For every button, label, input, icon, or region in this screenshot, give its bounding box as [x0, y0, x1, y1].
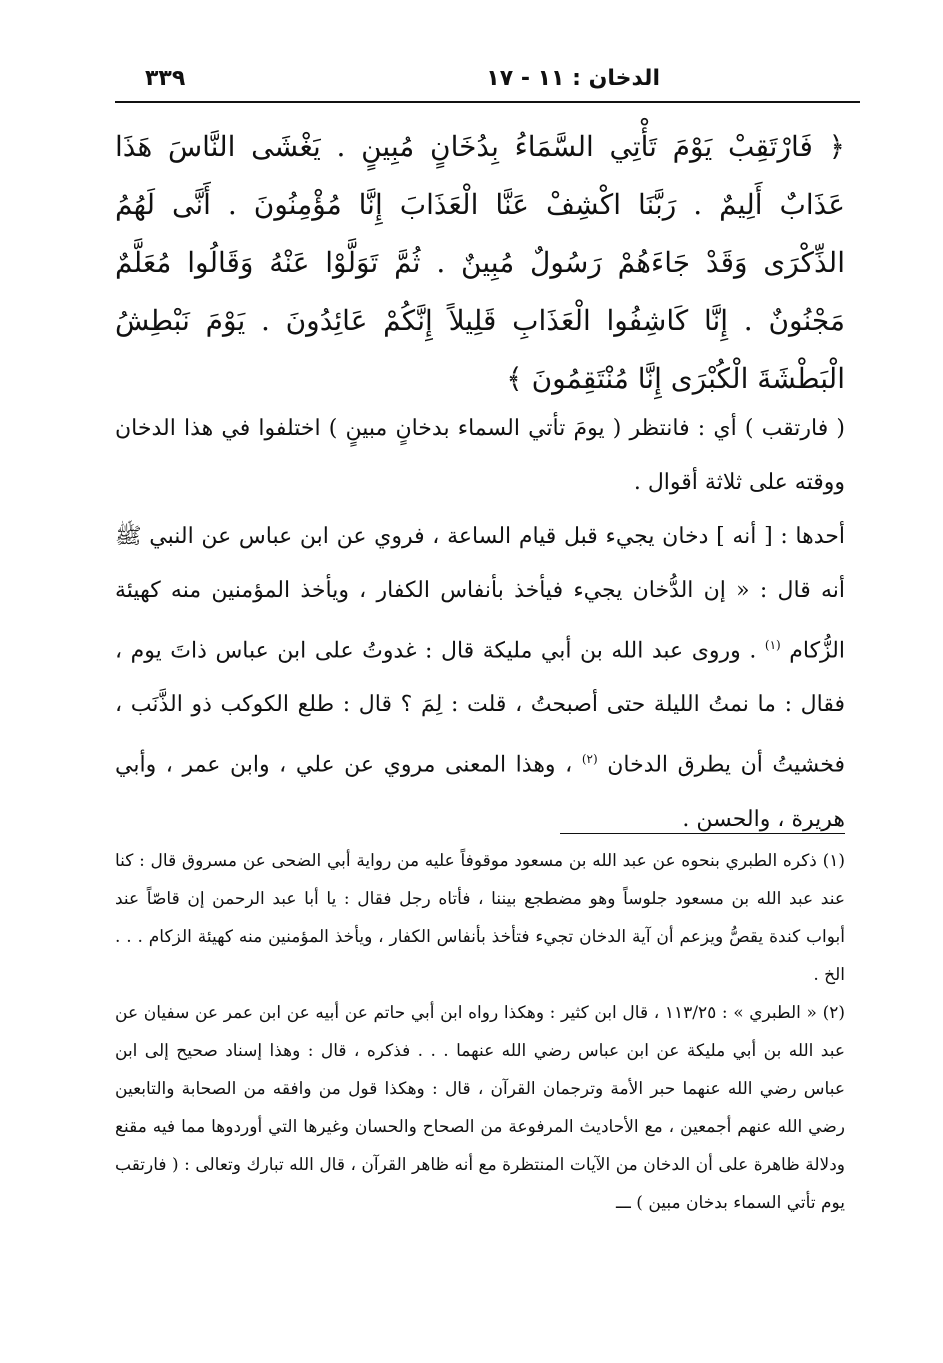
page-number: ٣٣٩	[145, 66, 186, 91]
paragraph-text: . وروى عبد الله بن أبي مليكة قال : غدوتُ على ابن عباس ذاتَ يوم ، فقال : ما نمتُ الليلة حتى أصبحتُ ، قلت : لِمَ ؟ قال : طلع الكوكب ذو الذَّنَب ، فخشيتُ أن يطرق الدخان	[115, 638, 845, 778]
paragraph-text: أحدها : [ أنه ] دخان يجيء قبل قيام الساعة ، فروي عن ابن عباس عن النبي ﷺ أنه قال : « إن الدُّخان يجيء فيأخذ بأنفاس الكفار ، ويأخذ المؤمنين منه كهيئة الزُّكام	[115, 524, 846, 664]
footnote-2: (٢) « الطبري » : ١١٣/٢٥ ، قال ابن كثير : وهكذا رواه ابن أبي حاتم عن أبيه عن ابن عمر عن سفيان عن عبد الله بن أبي مليكة عن ابن عباس رضي الله عنهما . . . فذكره ، قال : وهذا إسناد صحيح إلى ابن عباس رضي الله عنهما حبر الأمة وترجمان القرآن ، قال : وهكذا قول من وافقه من الصحابة والتابعين رضي الله عنهم أجمعين ، مع الأحاديث المرفوعة من الصحاح والحسان وغيرها التي أوردوها مما فيه مقنع ودلالة ظاهرة على أن الدخان من الآيات المنتظرة مع أنه ظاهر القرآن ، قال الله تبارك وتعالى : ( فارتقب يوم تأتي السماء بدخان مبين ) ـــ	[115, 1003, 845, 1213]
header-rule	[115, 101, 860, 103]
footnote-ref[interactable]: (١)	[764, 638, 781, 652]
page-header	[115, 60, 860, 100]
paragraph-text: ، وهذا المعنى مروي عن علي ، وابن عمر ، وأبي هريرة ، والحسن .	[115, 752, 845, 832]
running-title: الدخان : ١١ - ١٧	[486, 66, 660, 91]
footnote-rule	[560, 833, 845, 834]
footnote-1: (١) ذكره الطبري بنحوه عن عبد الله بن مسعود موقوفاً عليه من رواية أبي الضحى عن مسروق قال : كنا عند عبد الله بن مسعود جلوساً وهو مضطجع بيننا ، فأتاه رجل فقال : يا أبا عبد الرحمن إن قاصّاً عند أبواب كندة يقصُّ ويزعم أن آية الدخان تجيء فتأخذ بأنفاس الكفار ، ويأخذ المؤمنين منه كهيئة الزكام . . . الخ .	[115, 851, 846, 985]
footnote-ref[interactable]: (٢)	[581, 752, 598, 767]
commentary-paragraph	[115, 510, 845, 847]
quran-verse-block	[115, 118, 845, 408]
commentary-body	[115, 402, 845, 847]
footnotes	[115, 842, 845, 1222]
quran-verse-text: ﴿ فَارْتَقِبْ يَوْمَ تَأْتِي السَّمَاءُ بِدُخَانٍ مُبِينٍ . يَغْشَى النَّاسَ هَذَا عَذَابٌ أَلِيمٌ . رَبَّنَا اكْشِفْ عَنَّا الْعَذَابَ إِنَّا مُؤْمِنُونَ . أَنَّى لَهُمُ الذِّكْرَى وَقَدْ جَاءَهُمْ رَسُولٌ مُبِينٌ . ثُمَّ تَوَلَّوْا عَنْهُ وَقَالُوا مُعَلَّمٌ مَجْنُونٌ . إِنَّا كَاشِفُوا الْعَذَابِ قَلِيلاً إِنَّكُمْ عَائِدُونَ . يَوْمَ نَبْطِشُ الْبَطْشَةَ الْكُبْرَى إِنَّا مُنْتَقِمُونَ ﴾	[115, 130, 845, 395]
commentary-paragraph: ( فارتقب ) أي : فانتظر ( يومَ تأتي السماء بدخانٍ مبينٍ ) اختلفوا في هذا الدخان ووقته على ثلاثة أقوال .	[115, 416, 845, 495]
